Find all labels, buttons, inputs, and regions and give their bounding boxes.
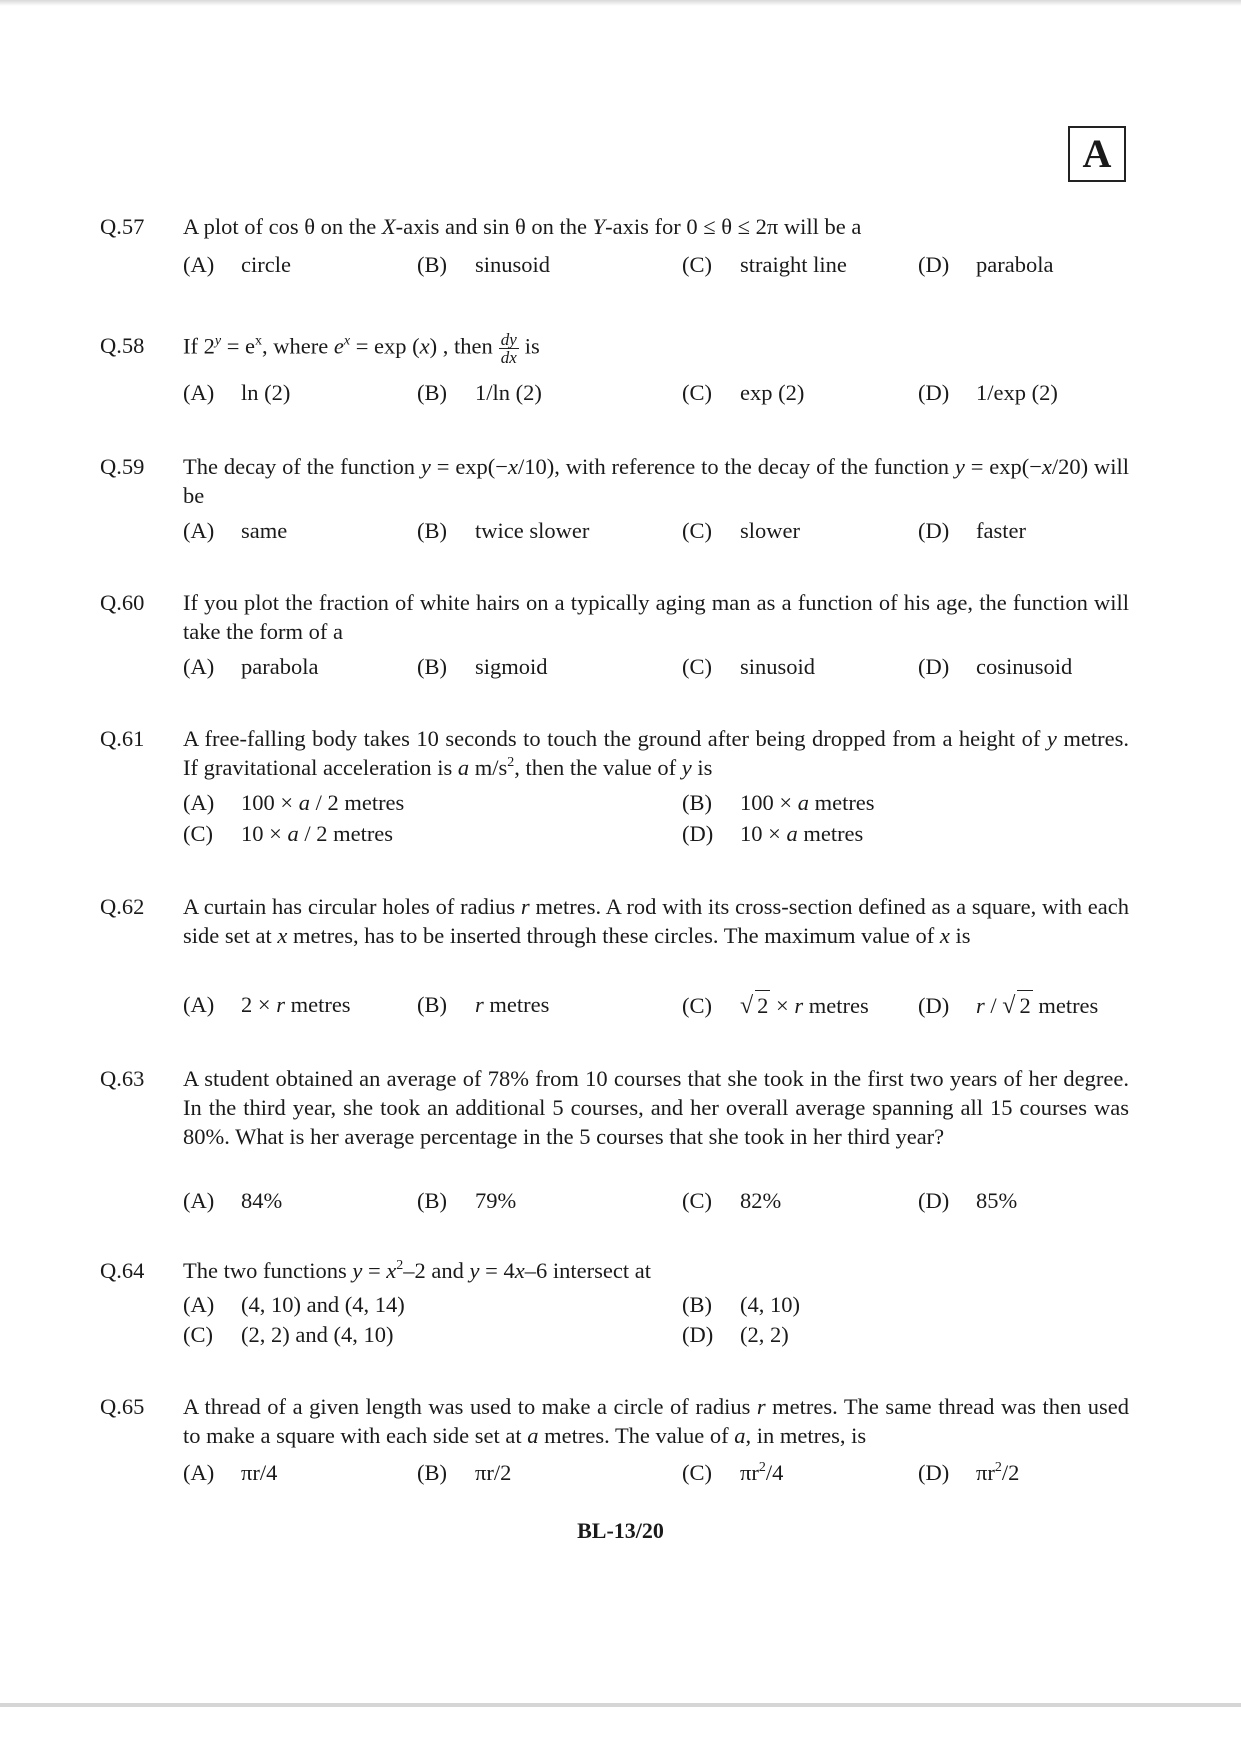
derivative-fraction: $\frac{dy}{dx}$	[500, 330, 517, 367]
option-b: (B) (4, 10)	[682, 1292, 800, 1317]
question-text: A plot of cos θ on the X-axis and sin θ on the Y-axis for 0 ≤ θ ≤ 2π will be a	[183, 214, 862, 239]
option-b: (B) sigmoid	[417, 654, 548, 679]
option-b: (B) r metres	[417, 992, 550, 1017]
options-57	[0, 250, 1241, 280]
option-a: (A) πr/4	[183, 1460, 278, 1485]
options-59	[0, 516, 1241, 546]
question-number: Q.64	[100, 1258, 145, 1283]
question-number: Q.61	[100, 726, 145, 751]
sqrt-sign: √	[740, 993, 754, 1019]
option-d: (D) 1/exp (2)	[918, 380, 1058, 405]
option-c: (C) (2, 2) and (4, 10)	[183, 1322, 394, 1347]
sqrt-sign: √	[1002, 993, 1016, 1019]
option-c: (C) $\pi r^2/4$	[682, 1460, 784, 1485]
question-text: The decay of the function y = exp(−x/10), with reference to the decay of the function y = exp(−x/20) will be	[183, 454, 1130, 508]
options-64-row2	[0, 1320, 1241, 1350]
options-65	[0, 1458, 1241, 1488]
option-a: (A) parabola	[183, 654, 319, 679]
option-d: (D) $\pi r^2/2$	[918, 1460, 1020, 1485]
question-text: A free-falling body takes 10 seconds to touch the ground after being dropped from a height of y metres. If gravitational acceleration is a $m/s^2$, then the value of y is	[183, 726, 1129, 780]
option-c: (C) exp (2)	[682, 380, 805, 405]
question-number: Q.60	[100, 590, 145, 615]
option-b: (B) sinusoid	[417, 252, 551, 277]
question-number: Q.59	[100, 454, 145, 479]
options-58	[0, 378, 1241, 408]
set-code-box: A	[1068, 126, 1126, 182]
option-b: (B) twice slower	[417, 518, 590, 543]
options-63	[0, 1186, 1241, 1216]
option-b: (B) 79%	[417, 1188, 517, 1213]
question-text: A student obtained an average of 78% from 10 courses that she took in the first two years of her degree. In the third year, she took an additional 5 courses, and her overall average spanning all 15 courses was 80%. What is her average percentage in the 5 courses that she took in her third year?	[183, 1066, 1129, 1149]
option-a: (A) circle	[183, 252, 291, 277]
question-number: Q.62	[100, 894, 145, 919]
option-a: (A) ln (2)	[183, 380, 291, 405]
options-64-row1	[0, 1290, 1241, 1320]
question-number: Q.63	[100, 1066, 145, 1091]
option-a: (A) 2 × r metres	[183, 992, 351, 1017]
question-number: Q.65	[100, 1394, 145, 1419]
option-b: (B) 1/ln (2)	[417, 380, 542, 405]
question-number: Q.57	[100, 214, 145, 239]
options-61-row1	[0, 788, 1241, 818]
option-b: (B) 100 × a metres	[682, 790, 875, 815]
question-text: A curtain has circular holes of radius r metres. A rod with its cross-section defined as a square, with each side set at x metres, has to be inserted through these circles. The maximum value of x is	[183, 894, 1129, 948]
options-60	[0, 652, 1241, 682]
question-text: If $2^y = e^x$, where $e^x = \exp (x)$ , then $\frac{dy}{dx}$ is	[183, 330, 540, 367]
page-footer: BL-13/20	[577, 1518, 664, 1543]
question-text: A thread of a given length was used to make a circle of radius r metres. The same thread was then used to make a square with each side set at a metres. The value of a, in metres, is	[183, 1394, 1130, 1448]
options-62	[0, 990, 1241, 1020]
option-c: (C) 82%	[682, 1188, 782, 1213]
option-b: (B) πr/2	[417, 1460, 512, 1485]
option-d: (D) 10 × a metres	[682, 821, 864, 846]
question-text: If you plot the fraction of white hairs on a typically aging man as a function of his age, the function will take the form of a	[183, 590, 1129, 644]
option-d: (D) 85%	[918, 1188, 1018, 1213]
option-c: (C) √ 2 × r metres	[682, 990, 869, 1021]
option-a: (A) same	[183, 518, 288, 543]
option-d: (D) parabola	[918, 252, 1054, 277]
option-d: (D) (2, 2)	[682, 1322, 789, 1347]
scan-shadow-top	[0, 0, 1241, 6]
option-a: (A) 100 × a / 2 metres	[183, 790, 405, 815]
option-c: (C) sinusoid	[682, 654, 816, 679]
option-a: (A) (4, 10) and (4, 14)	[183, 1292, 405, 1317]
options-61-row2	[0, 819, 1241, 849]
option-c: (C) slower	[682, 518, 800, 543]
option-d: (D) cosinusoid	[918, 654, 1073, 679]
option-a: (A) 84%	[183, 1188, 283, 1213]
scan-edge-bottom	[0, 1703, 1241, 1707]
option-d: (D) faster	[918, 518, 1026, 543]
question-text: The two functions $y = x^2-2$ and y = 4x–6 intersect at	[183, 1258, 651, 1283]
question-number: Q.58	[100, 333, 145, 358]
option-c: (C) straight line	[682, 252, 847, 277]
option-d: (D) r / √ 2 metres	[918, 990, 1098, 1021]
option-c: (C) 10 × a / 2 metres	[183, 821, 394, 846]
